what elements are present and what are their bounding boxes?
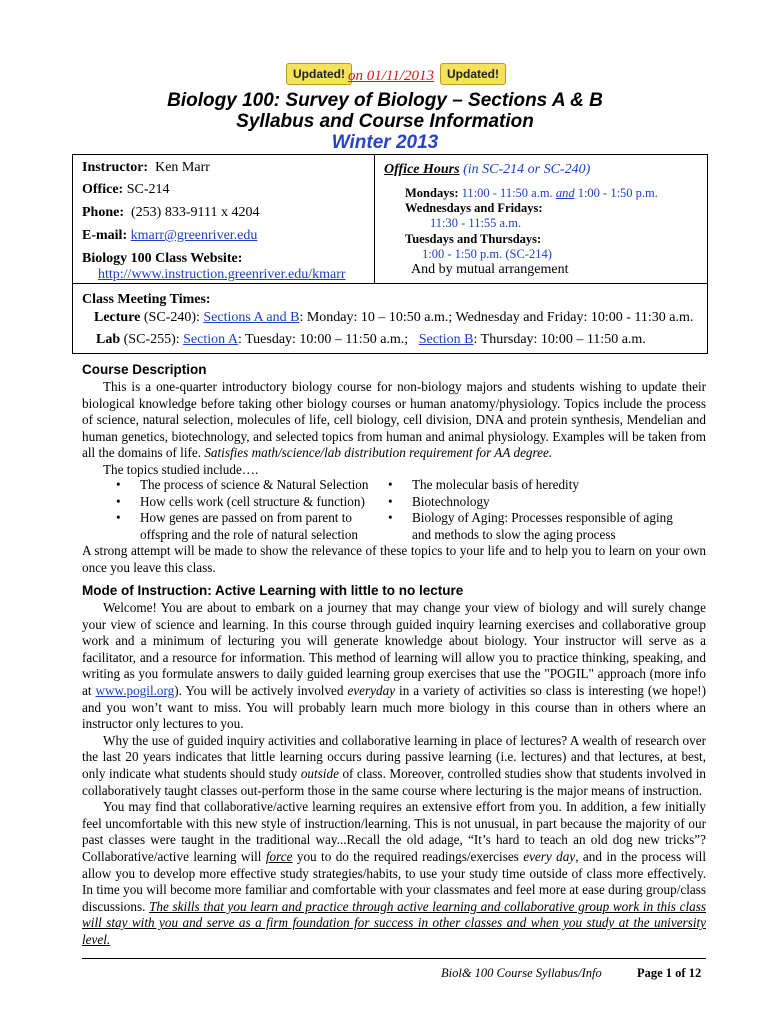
email-label: E-mail: [82, 228, 128, 243]
hours-mutual: And by mutual arrangement [411, 262, 569, 277]
monday-time-b: 1:00 - 1:50 p.m. [577, 186, 658, 200]
lecture-room: (SC-240): [143, 310, 200, 325]
office-line [82, 182, 170, 198]
lecture-label: Lecture [94, 310, 141, 325]
mode-p3-every-day: every day [523, 848, 576, 864]
lecture-times: : Monday: 10 – 10:50 a.m.; Wednesday and Friday: 10:00 - 11:30 a.m. [299, 310, 694, 325]
mode-paragraph-1 [82, 600, 706, 733]
mode-p3-text-c: , and in the process will allow you to develop more effective study strategies/habits, to use your study time outside of class more effectively. In time you will become more familiar and comfortable with your classmates and feel more at ease during group/class discussions. [82, 848, 706, 914]
instructor-label: Instructor: [82, 160, 149, 175]
mode-p2-italic: outside [300, 765, 339, 781]
phone-value: (253) 833-9111 x 4204 [131, 205, 260, 220]
footer-doc-title: Biol& 100 Course Syllabus/Info [441, 966, 602, 980]
lab-section-b-time: : Thursday: 10:00 – 11:50 a.m. [473, 332, 646, 347]
topics-left-list [116, 477, 374, 543]
distribution-note: Satisfies math/science/lab distribution requirement for AA degree. [204, 445, 553, 461]
mode-p2-text-b: of class. Moreover, controlled studies show that students involved in collaboratively taught classes out-perform those in the same course where lecturing is the major means of instruction. [82, 765, 707, 798]
closing-text: A strong attempt will be made to show the relevance of these topics to your life and to help you to learn on your own once you leave this class. [82, 543, 706, 575]
office-hours-note: (in SC-214 or SC-240) [463, 162, 591, 177]
footer-page-number: Page 1 of 12 [637, 966, 702, 980]
lecture-line [94, 310, 693, 326]
hours-tue-thu-label: Tuesdays and Thursdays: [405, 232, 542, 246]
office-label: Office: [82, 182, 124, 197]
course-description-text: This is a one-quarter introductory biology course for non-biology majors and students wishing to update their biological knowledge before taking other biology courses or human anatomy/physiology. Topics include the process of science, natural selection, molecules of life, cell biology, cell division, DNA and protein synthesis, Mendelian and human genetics, biotechnology, and selected topics from human and animal physiology. Examples will be taken from all the domains of life. [82, 379, 706, 461]
contact-divider [374, 154, 375, 284]
hours-tue-thu-value: 1:00 - 1:50 p.m. (SC-214) [422, 247, 552, 261]
page-title: Biology 100: Survey of Biology – Sections A & B [167, 90, 603, 111]
updated-badge-left: Updated! [286, 63, 352, 85]
list-item: • How cells work (cell structure & function) [116, 494, 374, 511]
updated-badge-right: Updated! [440, 63, 506, 85]
instructor-value: Ken Marr [155, 160, 210, 175]
mode-heading: Mode of Instruction: Active Learning with little to no lecture [82, 583, 464, 598]
office-hours-heading [384, 162, 590, 178]
mode-p3-text-b: you to do the required readings/exercises [292, 848, 524, 864]
office-value: SC-214 [126, 182, 170, 197]
course-description-heading: Course Description [82, 362, 207, 377]
mode-paragraph-2 [82, 733, 706, 799]
topics-intro: The topics studied include…. [103, 461, 259, 477]
hours-monday [405, 186, 658, 201]
email-line [82, 228, 257, 244]
mode-p2-text-a: Why the use of guided inquiry activities and collaborative learning in place of lectures? A wealth of research over the last 20 years indicates that little learning occurs during passive learning (i.e. lectures) and that lectures, at best, only indicate what students should study [82, 732, 706, 781]
mode-p3-underlined: The skills that you learn and practice through active learning and collaborative group work in this class will stay with you and serve as a firm foundation for success in other classes and when you study at the university level. [82, 898, 706, 947]
hours-wed-fri-label: Wednesdays and Fridays: [405, 201, 543, 215]
course-description-closing [82, 543, 706, 576]
list-item: • How genes are passed on from parent to offspring and the role of natural selection [116, 510, 374, 543]
phone-line [82, 205, 259, 221]
pogil-link[interactable]: www.pogil.org [95, 682, 175, 698]
mode-p3-text-a: You may find that collaborative/active learning requires an extensive effort from you. In addition, a few initially feel uncomfortable with this new style of instruction/learning. This is not unusual, in part because the majority of our past classes were taught in the traditional way...Recall the old adage, “It’s hard to teach an old dog new tricks”? Collaborative/active learning will [82, 799, 706, 864]
lab-label: Lab [96, 332, 121, 347]
mode-p1-italic: everyday [347, 682, 396, 698]
list-item: • The process of science & Natural Selection [116, 477, 374, 494]
lab-section-b-link[interactable]: Section B [418, 332, 474, 347]
mode-p1-text-a: Welcome! You are about to embark on a journey that may change your view of biology and will surely change your view of science and learning. In this course through guided inquiry learning exercises and collaborative group work and a minimum of lecturing you will generate knowledge about biology. Your instructor will serve as a facilitator, and a resource for information. This method of learning will allow you to practice thinking, speaking, and writing as you formulate answers to daily guided learning group exercises that use the "POGIL" approach (more info at [82, 600, 706, 698]
term-title: Winter 2013 [331, 132, 439, 153]
instructor-line [82, 160, 210, 176]
mode-paragraph-3 [82, 799, 706, 948]
lab-room: (SC-255): [123, 332, 180, 347]
mode-p1-text-c: in a variety of activities so class is interesting (we hope!) and you won’t want to miss. You will probably learn much more biology in this course than in others where an instructor only lectures to you. [82, 682, 706, 732]
website-link[interactable] [98, 267, 346, 283]
lecture-sections-link[interactable]: Sections A and B [203, 310, 300, 325]
website-line [82, 251, 242, 267]
mode-p3-force: force [265, 848, 293, 864]
list-item: • The molecular basis of heredity [388, 477, 688, 494]
list-item: • Biology of Aging: Processes responsible of aging and methods to slow the aging process [388, 510, 688, 543]
footer-rule [82, 958, 706, 959]
list-item: • Biotechnology [388, 494, 688, 511]
update-date: on 01/11/2013 [348, 68, 434, 84]
course-description-body [82, 379, 706, 479]
monday-label: Mondays: [405, 186, 459, 200]
lab-section-a-time: : Tuesday: 10:00 – 11:50 a.m.; [237, 332, 409, 347]
email-link[interactable]: kmarr@greenriver.edu [130, 228, 258, 243]
lab-section-a-link[interactable]: Section A [183, 332, 238, 347]
lab-line [96, 332, 646, 348]
mode-p1-text-b: ). You will be actively involved [174, 682, 348, 698]
website-url[interactable]: http://www.instruction.greenriver.edu/kmarr [98, 267, 346, 282]
monday-and: and [555, 186, 575, 200]
phone-label: Phone: [82, 205, 124, 220]
meeting-label: Class Meeting Times: [82, 292, 211, 307]
topics-right-list [388, 477, 688, 543]
monday-time-a: 11:00 - 11:50 a.m. [461, 186, 553, 200]
office-hours-title: Office Hours [384, 162, 460, 177]
hours-wed-fri-value: 11:30 - 11:55 a.m. [430, 216, 522, 230]
mode-body [82, 600, 706, 948]
website-label: Biology 100 Class Website: [82, 251, 243, 266]
page-subtitle: Syllabus and Course Information [236, 111, 534, 132]
